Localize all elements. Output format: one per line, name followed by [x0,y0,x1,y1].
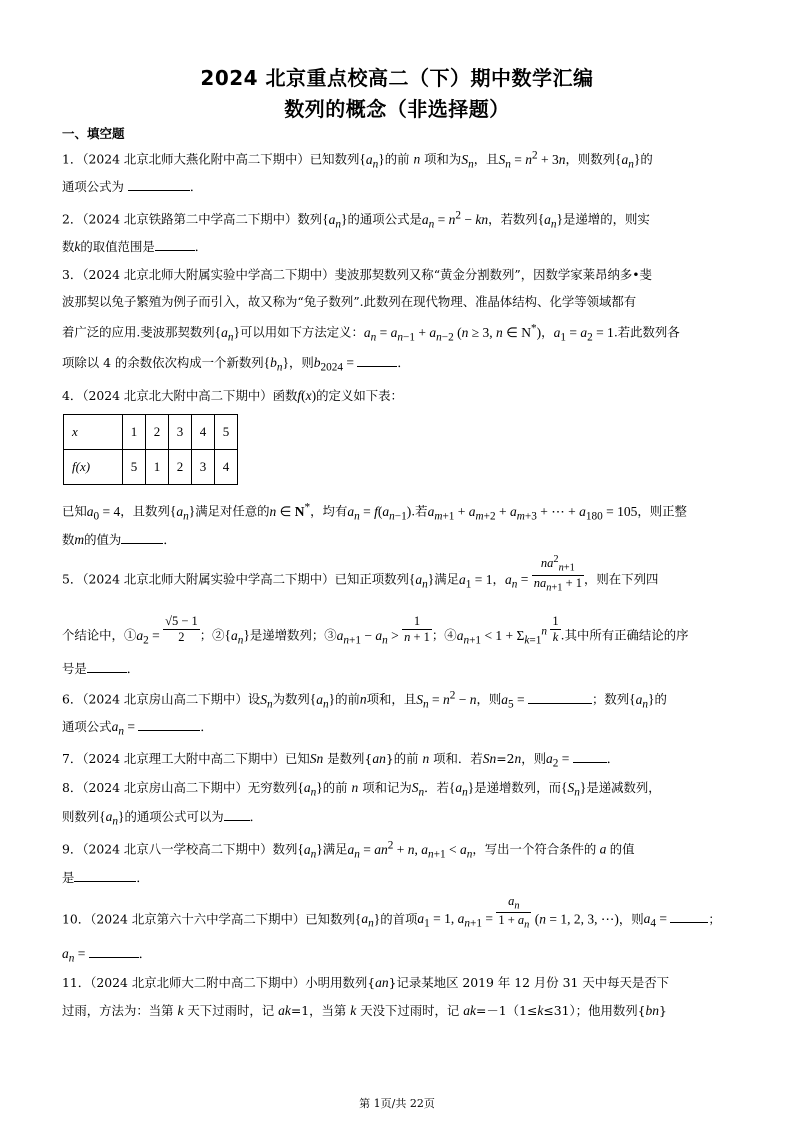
answer-blank[interactable] [357,354,397,367]
question-10-line-1: 10．（2024 北京第六十六中学高二下期中）已知数列$\{a_n\}$的首项$a_1 = 1$, $a_{n+1}$ = $\frac{a_n}{1 + a_n}$ (n = 1, 2, 3, ⋯)，则$a_4$ = ； [62,894,721,931]
question-2-line-2: 数k的取值范围是 ． [62,239,208,254]
section-heading: 一、填空题 [62,126,125,141]
table-cell: 2 [146,415,169,450]
answer-blank[interactable] [87,660,127,673]
question-1-line-2: 通项公式为 ． [62,179,203,194]
question-1-line-1: 1．（2024 北京北师大燕化附中高二下期中）已知数列$\{a_n\}$的前 n 项和为$S_n$，且$S_n = n^2 + 3n$，则数列$\{a_n\}$的 [62,149,653,171]
question-4-line-3: 数m的值为 ． [62,532,176,547]
question-6-line-1: 6．（2024 北京房山高二下期中）设$S_n$为数列$\{a_n\}$的前n项和，且$S_n = n^2 - n$，则$a_5$ = ；数列$\{a_n\}$的 [62,689,667,711]
question-3-line-2: 波那契以兔子繁殖为例子而引入，故又称为“兔子数列”.此数列在现代物理、准晶体结构、化学等领域都有 [62,294,637,309]
answer-blank[interactable] [121,531,163,544]
page-title: 2024 北京重点校高二（下）期中数学汇编 [200,66,594,90]
question-4-line-2: 已知$a_0 = 4$，且数列$\{a_n\}$满足对任意的n ∈ N*，均有$a_n = f(a_{n-1})$.若$a_{m+1} + a_{m+2} + a_{m+3}$ + ⋯ + $a_{180} = 105$，则正整 [62,501,687,523]
question-9-line-2: 是 ． [62,870,149,885]
table-cell: 5 [123,450,146,485]
question-3-line-1: 3．（2024 北京北师大附属实验中学高二下期中）斐波那契数列又称“黄金分割数列”，因数学家莱昂纳多•斐 [62,267,652,282]
table-cell: 2 [169,450,192,485]
question-11-line-2: 过雨，方法为：当第 k 天下过雨时，记 ak=1，当第 k 天没下过雨时，记 ak=－1（1≤k≤31）；他用数列{bn} [62,1003,667,1018]
question-7-line-1: 7．（2024 北京理工大附中高二下期中）已知Sn 是数列{an}的前 n 项和．若Sn=2n，则$a_2$ = ． [62,751,620,770]
table-row [64,415,238,450]
question-8-line-1: 8．（2024 北京房山高二下期中）无穷数列$\{a_n\}$的前 n 项和记为$S_n$．若$\{a_n\}$是递增数列，而$\{S_n\}$是递减数列， [62,780,661,799]
question-4-line-1: 4．（2024 北京北大附中高二下期中）函数f(x)的定义如下表： [62,388,403,403]
question-11-line-1: 11．（2024 北京北师大二附中高二下期中）小明用数列{an}记录某地区 2019 年 12 月份 31 天中每天是否下 [62,975,670,990]
question-5-line-1: 5．（2024 北京北师大附属实验中学高二下期中）已知正项数列$\{a_n\}$满足$a_1 = 1$，$a_n$ = $\frac{na^2_{n+1}}{na_{n+1} + 1}$ ，则在下列四 [62,554,659,594]
table-cell: 1 [146,450,169,485]
table-cell: 1 [123,415,146,450]
question-2-line-1: 2．（2024 北京铁路第二中学高二下期中）数列$\{a_n\}$的通项公式是$a_n = n^2$ − kn，若数列$\{a_n\}$是递增的，则实 [62,209,650,231]
table-row [64,450,238,485]
table-cell: 3 [169,415,192,450]
page-subtitle: 数列的概念（非选择题） [284,97,510,121]
question-5-line-3: 号是 ． [62,661,140,676]
question-8-line-2: 则数列$\{a_n\}$的通项公式可以为 ． [62,809,263,828]
answer-blank[interactable] [155,238,195,251]
table-header-cell: x [64,415,123,450]
question-3-line-4: 项除以 4 的余数依次构成一个新数列$\{b_n\}$，则$b_{2024}$ = ． [62,355,410,374]
answer-blank[interactable] [573,750,607,763]
answer-blank[interactable] [128,178,190,191]
table-cell: 4 [192,415,215,450]
answer-blank[interactable] [138,718,200,731]
answer-blank[interactable] [89,945,139,958]
page-footer: 第 1页/共 22页 [359,1097,435,1110]
question-5-line-2: 个结论中，$①a_2$ = $\frac{√5 - 1}{2}$ ；$②\{a_n\}$是递增数列；$③a_{n+1} - a_n$ > $\frac{1}{n + 1}$ ；$④a_{n+1} < 1 + \Sigma_{k=1}^n$ $\frac{1}{k}$ .其中所有正确结论的序 [62,614,689,647]
table-header-cell: f(x) [64,450,123,485]
table-cell: 5 [215,415,238,450]
answer-blank[interactable] [224,808,250,821]
answer-blank[interactable] [528,691,592,704]
answer-blank[interactable] [670,910,708,923]
question-6-line-2: 通项公式$a_n$ = ． [62,719,213,738]
answer-blank[interactable] [74,869,136,882]
table-cell: 3 [192,450,215,485]
table-cell: 4 [215,450,238,485]
question-10-line-2: $a_n$ = ． [62,946,152,965]
question-3-line-3: 着广泛的应用.斐波那契数列$\{a_n\}$可以用如下方法定义：$a_n = a_{n-1} + a_{n-2}$ (n ≥ 3, n ∈ N*)，$a_1 = a_2 = 1$.若此数列各 [62,322,680,344]
question-9-line-1: 9．（2024 北京八一学校高二下期中）数列$\{a_n\}$满足$a_n = an^2 + n$, $a_{n+1} < a_n$，写出一个符合条件的 a 的值 [62,839,635,861]
function-table [63,414,238,485]
